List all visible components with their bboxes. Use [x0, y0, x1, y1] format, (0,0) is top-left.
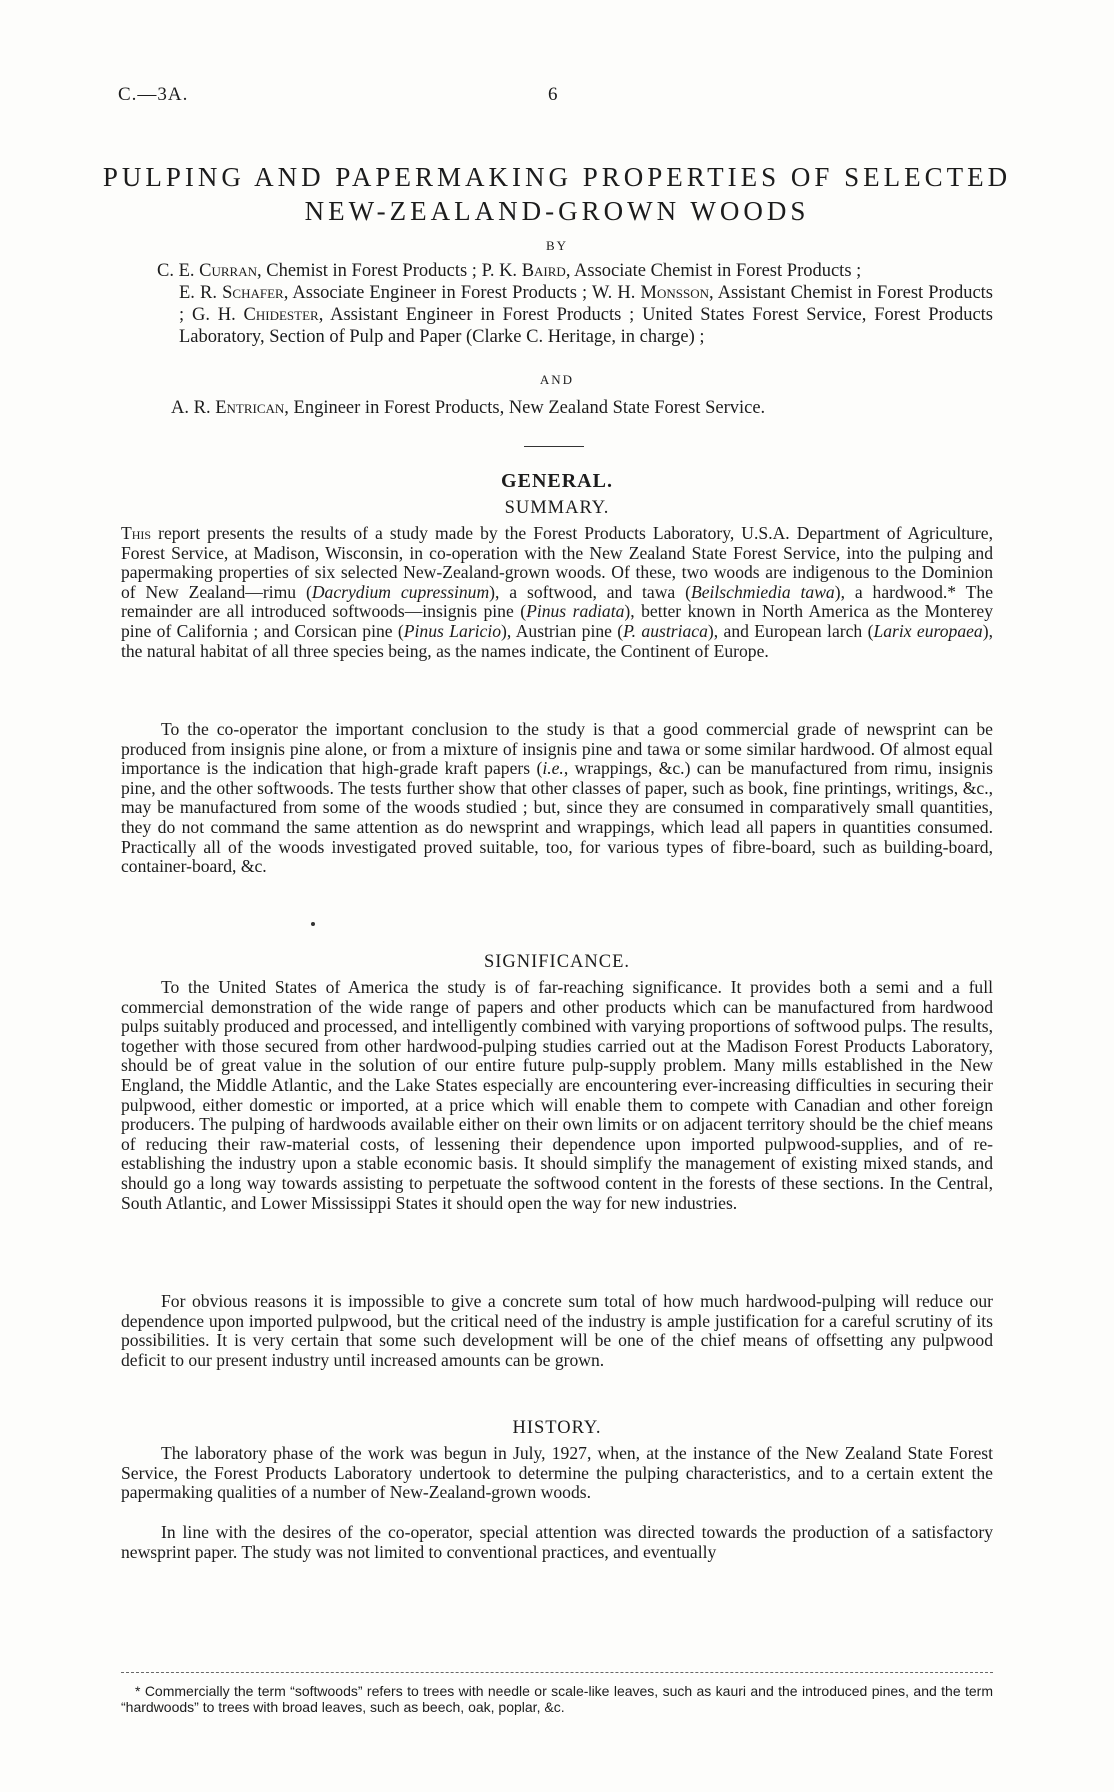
page-title — [0, 160, 1114, 228]
document-reference: C.—3A. — [118, 84, 189, 105]
summary-paragraph-2: To the co-operator the important conclusion to the study is that a good commercial grade of newsprint can be produced from insignis pine alone, or from a mixture of insignis pine and tawa or some similar hardwood. Of almost equal importance is the indication that high-grade kraft papers (i.e., wrappings, &c.) can be manufactured from rimu, insignis pine, and the other softwoods. The tests further show that other classes of paper, such as book, fine printings, writings, &c., may be manufactured from some of the woods studied ; but, since they are consumed in comparatively small quantities, they do not command the same attention as do newsprint and wrappings, which lead all papers in quantities consumed. Practically all of the woods investigated proved suitable, too, for various types of fibre-board, such as building-board, container-board, &c. — [121, 719, 993, 877]
footnote: * Commercially the term “softwoods” refers to trees with needle or scale-like leaves, such as kauri and the introduced pines, and the term “hardwoods” to trees with broad leaves, such as beech, oak, poplar, &c. — [121, 1683, 993, 1715]
by-label: BY — [545, 238, 569, 253]
author-name: Schafer — [222, 283, 284, 303]
title-line-1: PULPING AND PAPERMAKING PROPERTIES OF SELECTED — [102, 162, 1012, 192]
ink-dot — [311, 922, 315, 926]
author-name: Monsson — [640, 283, 709, 303]
history-paragraph-2: In line with the desires of the co-operator, special attention was directed towards the production of a satisfactory newsprint paper. The study was not limited to conventional practices, and eventually — [121, 1522, 993, 1562]
section-divider — [524, 446, 584, 447]
footnote-rule — [121, 1672, 993, 1674]
author-name: Curran — [199, 261, 257, 281]
heading-significance: SIGNIFICANCE. — [483, 952, 631, 972]
second-author: A. R. Entrican, Engineer in Forest Products, New Zealand State Forest Service. — [171, 398, 766, 418]
title-line-2: NEW-ZEALAND-GROWN WOODS — [304, 196, 810, 226]
author-paragraph: C. E. Curran, Chemist in Forest Products ; P. K. Baird, Associate Chemist in Forest Products ; — [157, 261, 862, 281]
author-name: Chidester — [243, 305, 319, 325]
significance-paragraph-2: For obvious reasons it is impossible to give a concrete sum total of how much hardwood-pulping will reduce our dependence upon imported pulpwood, but the critical need of the industry is ample justification for a careful scrutiny of its possibilities. It is very certain that some such development will be one of the chief means of offsetting any pulpwood deficit to our present industry until increased amounts can be grown. — [121, 1291, 993, 1370]
heading-summary: SUMMARY. — [504, 498, 610, 518]
heading-general: GENERAL. — [501, 470, 613, 492]
author-name: Entrican — [215, 398, 285, 418]
significance-paragraph-1: To the United States of America the study is of far-reaching significance. It provides both a semi and a full commercial demonstration of the wide range of papers and other products which can be manufactured from hardwood pulps suitably produced and processed, and intelligently combined with varying proportions of softwood pulps. The results, together with those secured from other hardwood-pulping studies carried out at the Madison Forest Products Laboratory, should be of great value in the solution of our entire future pulp-supply problem. Many mills established in the New England, the Middle Atlantic, and the Lake States especially are encountering ever-increasing difficulties in securing their pulpwood, either domestic or imported, at a price which will enable them to compete with Canadian and other foreign producers. The pulping of hardwoods available either on their own limits or on adjacent territory should be the chief means of reducing their raw-material costs, of lessening their dependence upon imported pulpwood-supplies, and of re-establishing the industry upon a stable economic basis. It should simplify the management of existing mixed stands, and should go a long way towards assisting to perpetuate the softwood content in the forests of these sections. In the Central, South Atlantic, and Lower Mississippi States it should open the way for new industries. — [121, 977, 993, 1213]
summary-paragraph-1: This report presents the results of a study made by the Forest Products Laboratory, U.S.A. Department of Agriculture, Forest Service, at Madison, Wisconsin, in co-operation with the New Zealand State Forest Service, into the pulping and papermaking properties of six selected New-Zealand-grown woods. Of these, two woods are indigenous to the Dominion of New Zealand—rimu (Dacrydium cupressinum), a softwood, and tawa (Beilschmiedia tawa), a hardwood.* The remainder are all introduced softwoods—insignis pine (Pinus radiata), better known in North America as the Monterey pine of California ; and Corsican pine (Pinus Laricio), Austrian pine (P. austriaca), and European larch (Larix europaea), the natural habitat of all three species being, as the names indicate, the Continent of Europe. — [121, 523, 994, 661]
author-name: Baird — [521, 261, 566, 281]
author-paragraph: E. R. Schafer, Associate Engineer in Forest Products ; W. H. Monsson, Assistant Chemist in Forest Products ; G. H. Chidester, Assistant Engineer in Forest Products ; United States Forest Service, Forest Products Laboratory, Section of Pulp and Paper (Clarke C. Heritage, in charge) ; — [179, 283, 994, 347]
author-list — [157, 260, 993, 348]
and-label: AND — [539, 372, 575, 387]
heading-history: HISTORY. — [512, 1418, 602, 1438]
history-paragraph-1: The laboratory phase of the work was begun in July, 1927, when, at the instance of the New Zealand State Forest Service, the Forest Products Laboratory undertook to determine the pulping characteristics, and to a certain extent the papermaking qualities of a number of New-Zealand-grown woods. — [121, 1443, 993, 1503]
page-number: 6 — [548, 84, 559, 105]
